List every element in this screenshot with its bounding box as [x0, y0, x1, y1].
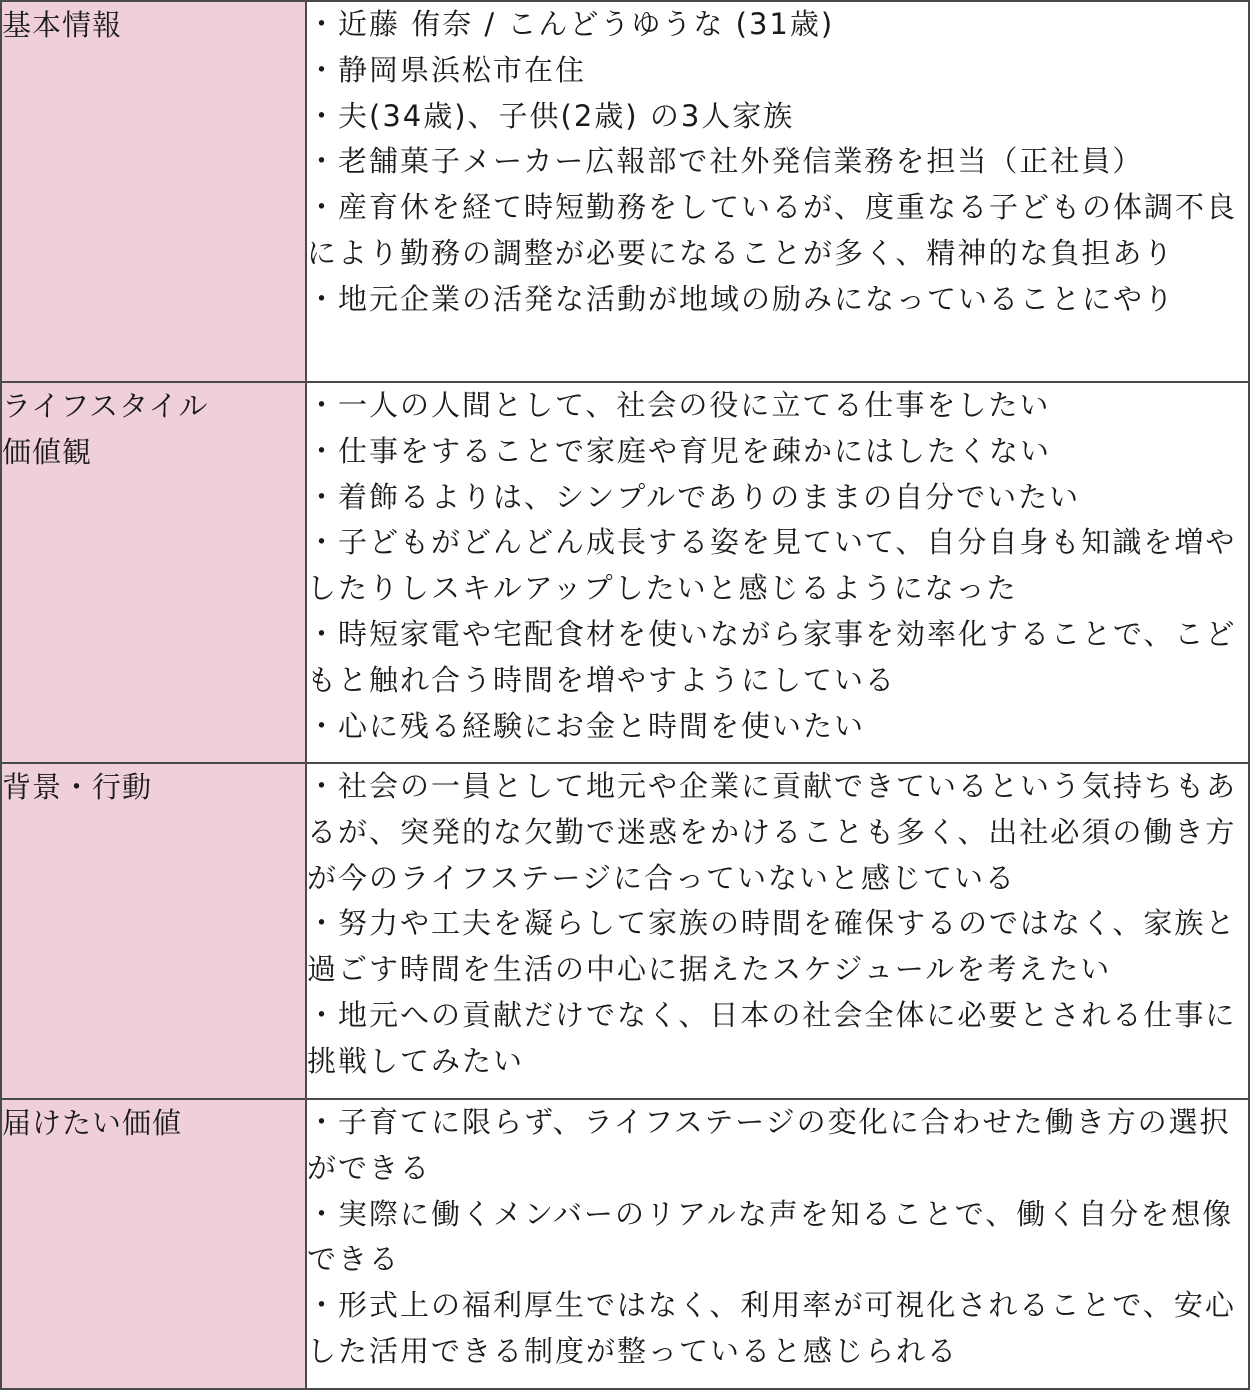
list-item: ・形式上の福利厚生ではなく、利用率が可視化されることで、安心した活用できる制度が整っていると感じられる — [307, 1288, 1236, 1368]
list-item: ・老舗菓子メーカー広報部で社外発信業務を担当（正社員） — [307, 144, 1144, 179]
list-item: ・地元への貢献だけでなく、日本の社会全体に必要とされる仕事に挑戦してみたい — [307, 997, 1237, 1078]
list-item: ・静岡県浜松市在住 — [307, 52, 587, 87]
list-item: ・着飾るよりは、シンプルでありのままの自分でいたい — [307, 479, 1081, 514]
list-item: ・仕事をすることで家庭や育児を疎かにはしたくない — [307, 433, 1052, 468]
row-value-to-deliver — [1, 1099, 1249, 1389]
row-label: 背景・行動 — [2, 770, 153, 804]
list-item: ・心に残る経験にお金と時間を使いたい — [307, 708, 866, 743]
list-item: ・夫(34歳)、子供(2歳) の3人家族 — [307, 98, 795, 133]
row-label: 価値観 — [2, 435, 93, 469]
label-cell-value-to-deliver — [1, 1099, 306, 1389]
row-basic-info — [1, 1, 1249, 382]
list-item: ・子育てに限らず、ライフステージの変化に合わせた働き方の選択ができる — [307, 1105, 1231, 1185]
list-item: ・時短家電や宅配食材を使いながら家事を効率化することで、こどもと触れ合う時間を増やすようにしている — [307, 616, 1237, 697]
list-item: ・地元企業の活発な活動が地域の励みになっていることにやり — [307, 281, 1176, 316]
label-cell-background-behavior — [1, 763, 306, 1099]
content-cell-basic-info — [306, 1, 1249, 382]
content-cell-lifestyle-values — [306, 382, 1249, 763]
row-background-behavior — [1, 763, 1249, 1099]
label-cell-basic-info — [1, 1, 306, 382]
list-item: ・実際に働くメンバーのリアルな声を知ることで、働く自分を想像できる — [307, 1196, 1234, 1277]
row-label: ライフスタイル — [2, 389, 209, 423]
row-label: 基本情報 — [2, 8, 123, 42]
list-item: ・産育休を経て時短勤務をしているが、度重なる子どもの体調不良により勤務の調整が必要になることが多く、精神的な負担あり — [307, 190, 1238, 270]
list-item: ・社会の一員として地元や企業に貢献できているという気持ちもあるが、突発的な欠勤で迷惑をかけることも多く、出社必須の働き方が今のライフステージに合っていないと感じている — [307, 769, 1238, 895]
row-lifestyle-values — [1, 382, 1249, 763]
list-item: ・一人の人間として、社会の役に立てる仕事をしたい — [307, 388, 1051, 422]
row-label: 届けたい価値 — [2, 1106, 183, 1140]
list-item: ・近藤 侑奈 / こんどうゆうな (31歳) — [307, 7, 835, 41]
content-cell-background-behavior — [306, 763, 1249, 1099]
list-item: ・努力や工夫を凝らして家族の時間を確保するのではなく、家族と過ごす時間を生活の中心に据えたスケジュールを考えたい — [307, 906, 1237, 987]
content-cell-value-to-deliver — [306, 1099, 1249, 1389]
list-item: ・子どもがどんどん成長する姿を見ていて、自分自身も知識を増やしたりしスキルアップしたいと感じるようになった — [307, 525, 1237, 606]
label-cell-lifestyle-values — [1, 382, 306, 763]
